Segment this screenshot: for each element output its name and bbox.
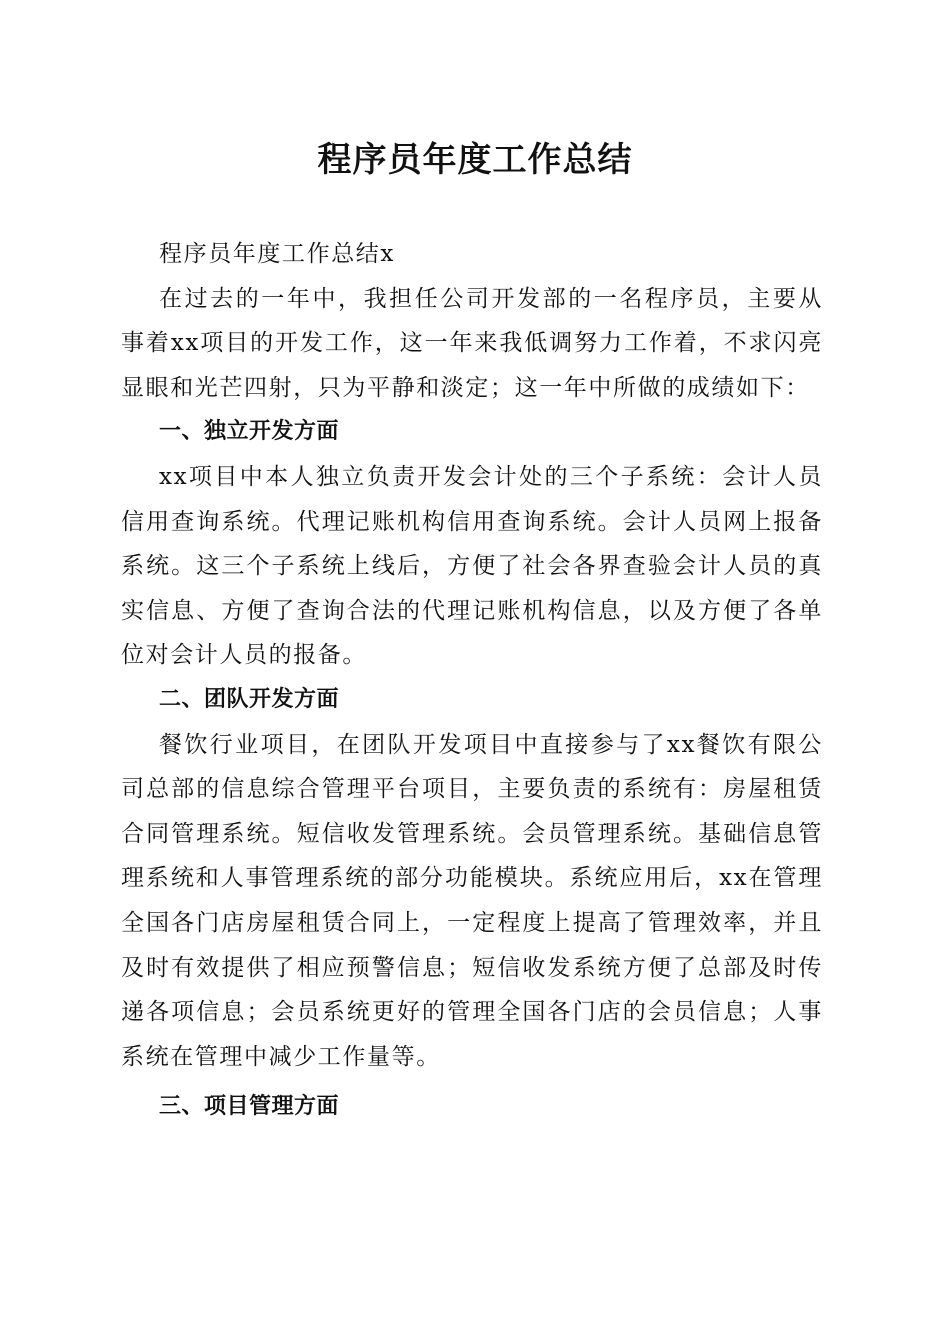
section-text-1: xx项目中本人独立负责开发会计处的三个子系统：会计人员信用查询系统。代理记账机构信用查询系统。会计人员网上报备系统。这三个子系统上线后，方便了社会各界查验会计人员的真实信息、方便了查询合法的代理记账机构信息，以及方便了各单位对会计人员的报备。 — [121, 463, 823, 669]
section-heading-2: 二、团队开发方面 — [159, 686, 340, 712]
section-heading-1: 一、独立开发方面 — [159, 419, 340, 445]
document-body — [121, 232, 823, 1130]
intro-paragraph: 在过去的一年中，我担任公司开发部的一名程序员，主要从事着xx项目的开发工作，这一年来我低调努力工作着，不求闪亮显眼和光芒四射，只为平静和淡定；这一年中所做的成绩如下： — [121, 285, 823, 401]
document-title: 程序员年度工作总结 — [317, 140, 633, 180]
section-heading-3: 三、项目管理方面 — [159, 1094, 340, 1120]
subtitle-paragraph: 程序员年度工作总结x — [159, 241, 395, 267]
section-text-2: 餐饮行业项目，在团队开发项目中直接参与了xx餐饮有限公司总部的信息综合管理平台项目，主要负责的系统有：房屋租赁合同管理系统。短信收发管理系统。会员管理系统。基础信息管理系统和人事管理系统的部分功能模块。系统应用后，xx在管理全国各门店房屋租赁合同上，一定程度上提高了管理效率，并且及时有效提供了相应预警信息；短信收发系统方便了总部及时传递各项信息；会员系统更好的管理全国各门店的会员信息；人事系统在管理中减少工作量等。 — [121, 731, 823, 1070]
